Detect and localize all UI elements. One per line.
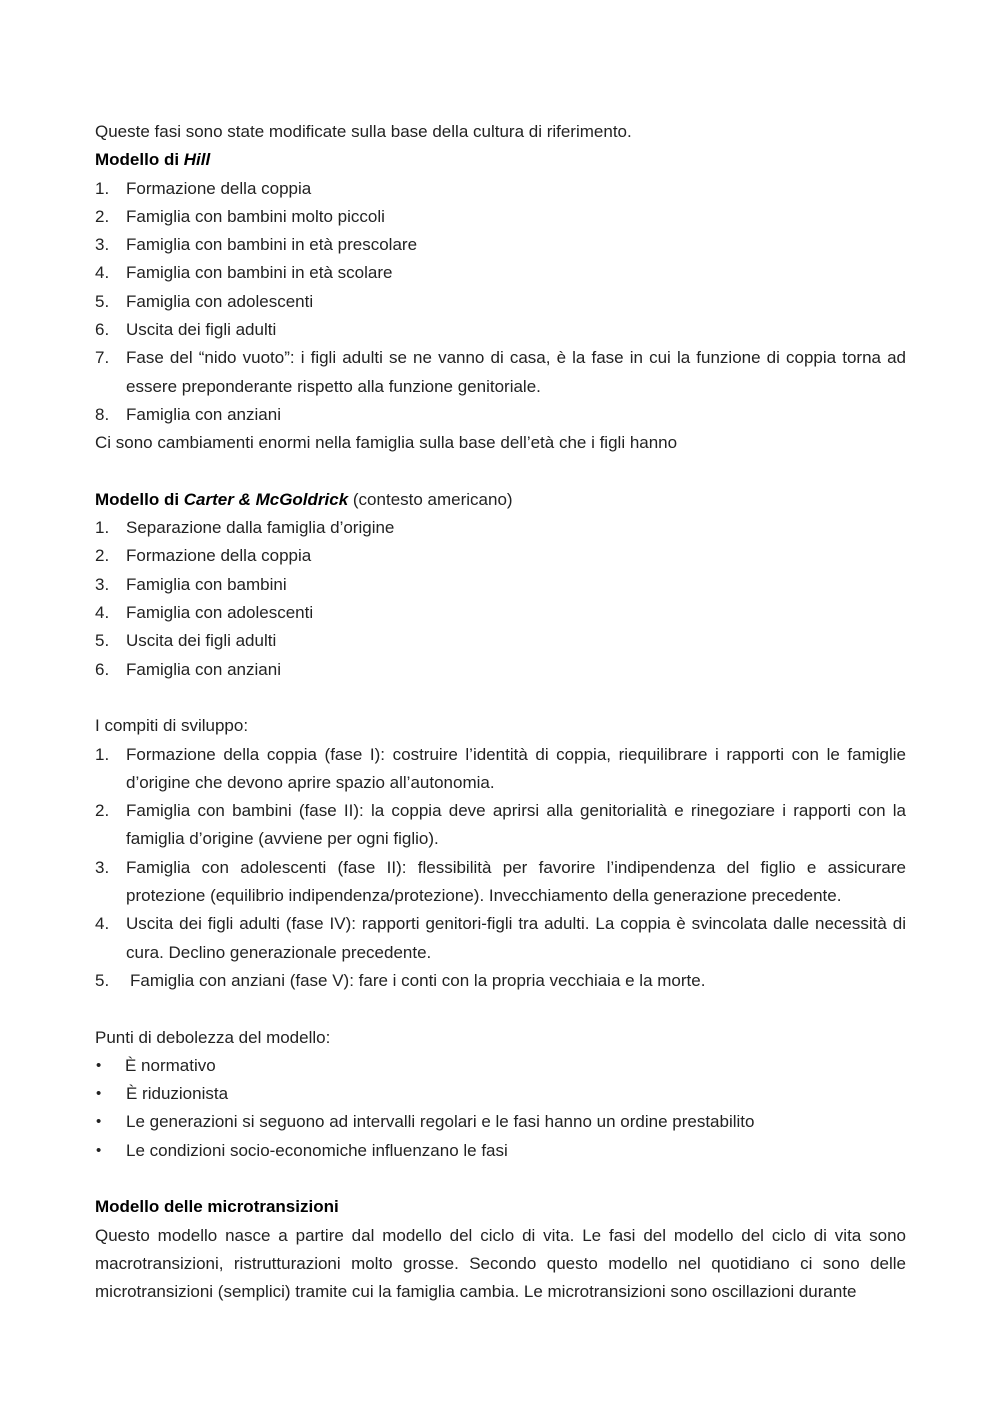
hill-list — [95, 175, 906, 430]
list-item — [95, 656, 906, 684]
list-text: Famiglia con anziani — [126, 404, 281, 424]
list-item — [95, 910, 906, 967]
list-text: È normativo — [125, 1055, 216, 1075]
list-item — [95, 797, 906, 854]
list-text: Famiglia con bambini molto piccoli — [126, 206, 385, 226]
list-text: Le condizioni socio-economiche influenzano le fasi — [126, 1140, 508, 1160]
list-number: 2. — [95, 206, 110, 226]
carter-list — [95, 514, 906, 684]
list-number: 5. — [95, 631, 110, 651]
list-text: Formazione della coppia — [126, 546, 312, 566]
list-text: Famiglia con bambini — [126, 574, 287, 594]
list-item — [95, 175, 906, 203]
list-text: Famiglia con bambini in età scolare — [126, 263, 393, 283]
list-item — [95, 259, 906, 287]
list-text: È riduzionista — [126, 1084, 229, 1104]
list-text: Le generazioni si seguono ad intervalli regolari e le fasi hanno un ordine prestabilito — [126, 1112, 755, 1132]
document-page — [95, 118, 906, 1306]
list-item — [95, 514, 906, 542]
list-text: Famiglia con adolescenti — [126, 291, 314, 311]
list-item — [95, 571, 906, 599]
bullet-item — [95, 1108, 906, 1136]
list-number: 7. — [95, 348, 110, 368]
micro-paragraph: Questo modello nasce a partire dal modello del ciclo di vita. Le fasi del modello del ciclo di vita sono macrotransizioni, ristrutturazioni molto grosse. Secondo questo modello nel quotidiano ci sono delle microtransizioni (semplici) tramite cui la famiglia cambia. Le microtransizioni sono oscillazioni durante — [95, 1225, 906, 1302]
carter-heading-name: Carter & McGoldrick — [183, 489, 349, 509]
list-item — [95, 542, 906, 570]
list-number: 1. — [95, 518, 110, 538]
list-text: Famiglia con bambini (fase II): la coppia deve aprirsi alla genitorialità e rinegoziare i rapporti con la famiglia d’origine (avviene per ogni figlio). — [126, 801, 906, 849]
spacer — [95, 995, 906, 1023]
list-text: Famiglia con adolescenti — [126, 603, 314, 623]
list-number: 2. — [95, 546, 110, 566]
list-number: 3. — [95, 574, 110, 594]
list-text: Uscita dei figli adulti — [126, 631, 277, 651]
list-number: 5. — [95, 970, 110, 990]
spacer — [95, 458, 906, 486]
hill-heading — [95, 146, 906, 174]
list-number: 6. — [95, 659, 110, 679]
spacer — [95, 684, 906, 712]
list-text: Famiglia con anziani — [126, 659, 281, 679]
list-number: 6. — [95, 320, 110, 340]
list-number: 4. — [95, 263, 110, 283]
hill-heading-prefix: Modello di — [95, 150, 184, 170]
hill-heading-name: Hill — [183, 150, 211, 170]
list-text: Uscita dei figli adulti — [126, 320, 277, 340]
list-item — [95, 288, 906, 316]
spacer — [95, 1165, 906, 1193]
carter-heading-suffix: (contesto americano) — [348, 489, 513, 509]
list-text: Separazione dalla famiglia d’origine — [126, 518, 395, 538]
list-number: 8. — [95, 404, 110, 424]
list-text: Formazione della coppia (fase I): costruire l’identità di coppia, riequilibrare i rapporti con le famiglie d’origine che devono aprire spazio all’autonomia. — [126, 744, 906, 792]
tasks-heading: I compiti di sviluppo: — [95, 716, 249, 736]
bullet-item — [95, 1052, 906, 1080]
intro-text: Queste fasi sono state modificate sulla base della cultura di riferimento. — [95, 122, 632, 141]
list-number: 5. — [95, 291, 110, 311]
list-number: 4. — [95, 914, 110, 934]
micro-heading: Modello delle microtransizioni — [95, 1197, 339, 1217]
list-text: Famiglia con anziani (fase V): fare i conti con la propria vecchiaia e la morte. — [130, 970, 706, 990]
list-number: 3. — [95, 235, 110, 255]
weak-list — [95, 1052, 906, 1165]
list-number: 3. — [95, 857, 110, 877]
list-item — [95, 599, 906, 627]
list-item — [95, 741, 906, 798]
bullet-icon: • — [96, 1141, 102, 1159]
list-item — [95, 967, 906, 995]
bullet-icon: • — [96, 1113, 102, 1131]
list-text: Famiglia con adolescenti (fase II): flessibilità per favorire l’indipendenza del figlio e assicurare protezione (equilibrio indipendenza/protezione). Invecchiamento della generazione precedente. — [126, 857, 906, 906]
list-item — [95, 401, 906, 429]
carter-heading-prefix: Modello di — [95, 489, 184, 509]
list-item — [95, 627, 906, 655]
tasks-list — [95, 741, 906, 996]
bullet-item — [95, 1137, 906, 1165]
list-text: Uscita dei figli adulti (fase IV): rapporti genitori-figli tra adulti. La coppia è svincolata dalle necessità di cura. Declino generazionale precedente. — [126, 914, 906, 962]
carter-heading — [95, 486, 906, 514]
hill-note: Ci sono cambiamenti enormi nella famiglia sulla base dell’età che i figli hanno — [95, 433, 678, 453]
list-item — [95, 231, 906, 259]
list-text: Fase del “nido vuoto”: i figli adulti se ne vanno di casa, è la fase in cui la funzione di coppia torna ad essere preponderante rispetto alla funzione genitoriale. — [126, 348, 906, 396]
list-number: 4. — [95, 603, 110, 623]
list-item — [95, 854, 906, 911]
list-item — [95, 203, 906, 231]
bullet-item — [95, 1080, 906, 1108]
list-item — [95, 344, 906, 401]
weak-heading: Punti di debolezza del modello: — [95, 1027, 331, 1047]
list-item — [95, 316, 906, 344]
bullet-icon: • — [96, 1056, 102, 1074]
list-text: Formazione della coppia — [126, 178, 312, 198]
list-text: Famiglia con bambini in età prescolare — [126, 235, 418, 255]
list-number: 2. — [95, 801, 110, 821]
list-number: 1. — [95, 178, 110, 198]
bullet-icon: • — [96, 1085, 102, 1103]
list-number: 1. — [95, 744, 110, 764]
